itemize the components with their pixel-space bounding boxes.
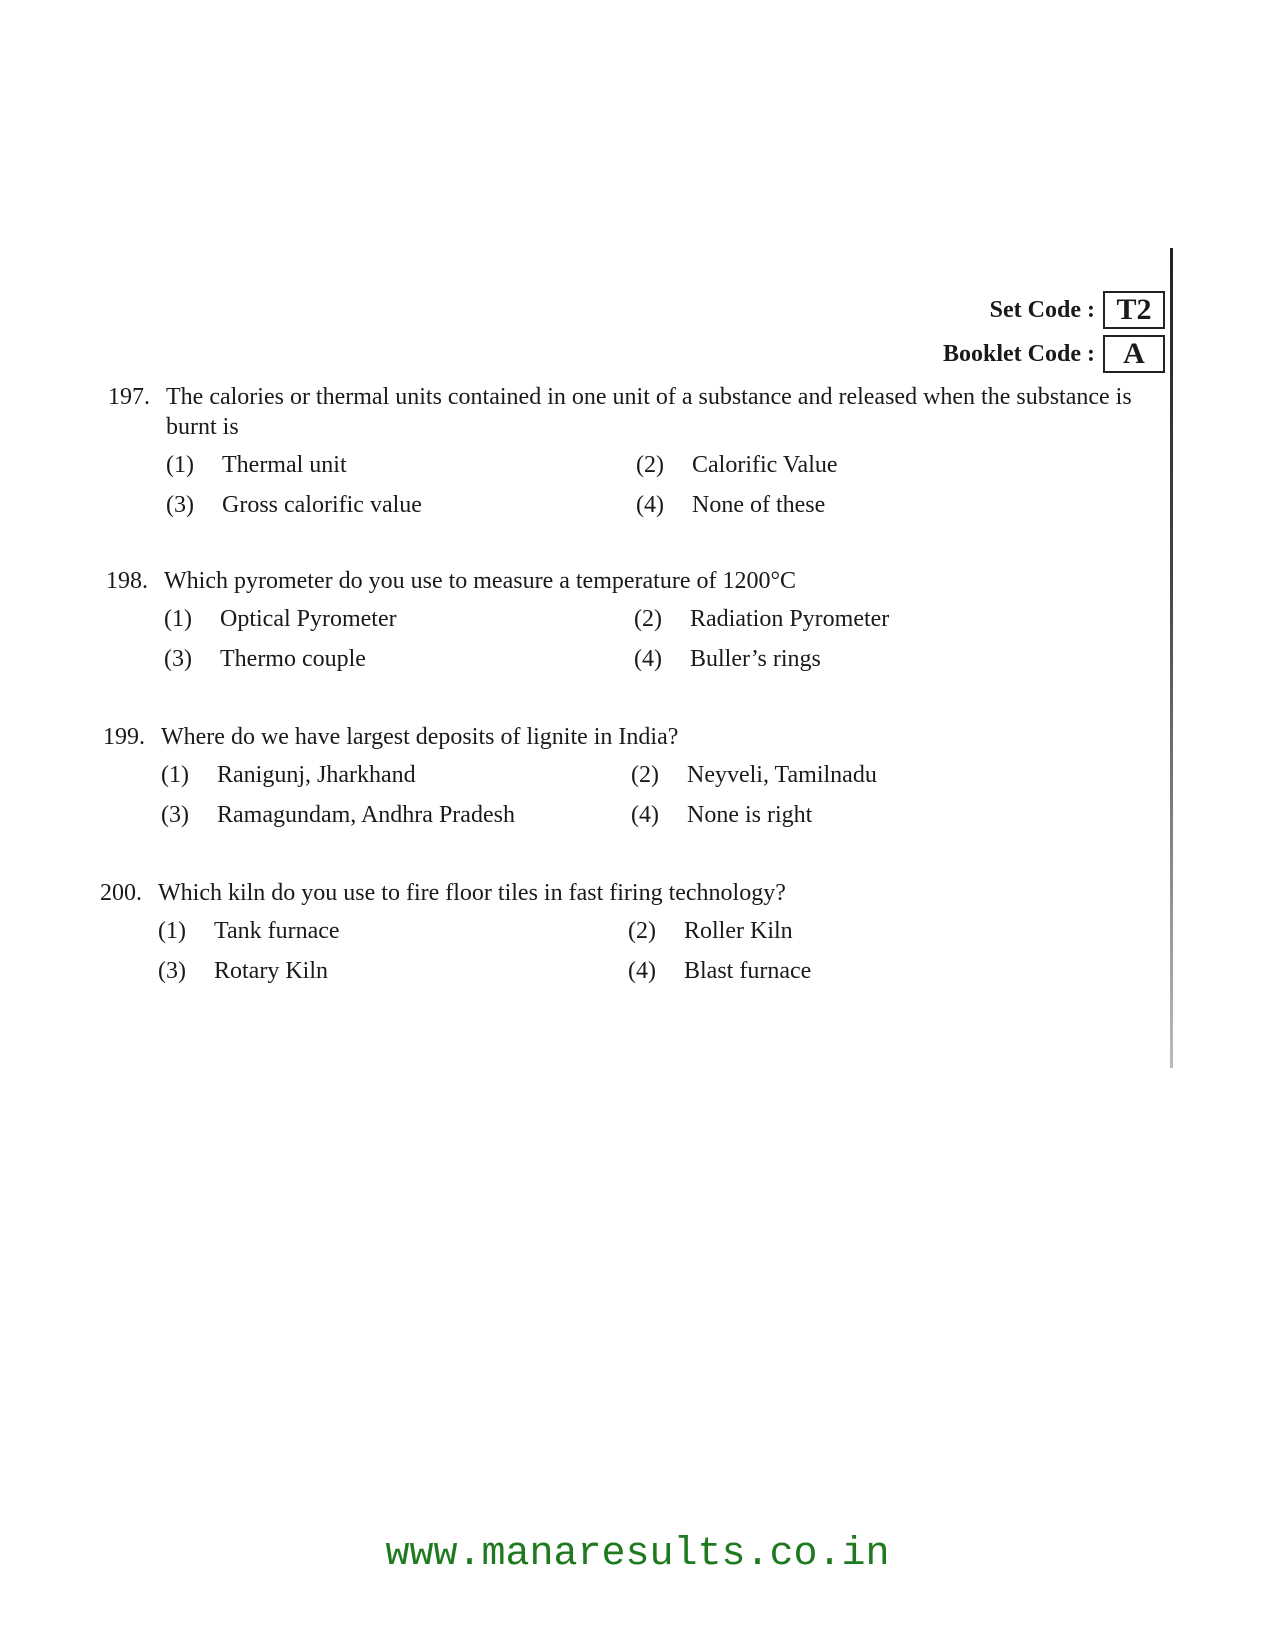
option-number: (3) xyxy=(166,492,194,518)
option-grid xyxy=(161,760,1161,830)
option-text: None is right xyxy=(687,802,813,828)
option-text: Tank furnace xyxy=(214,918,340,944)
question-197 xyxy=(108,382,1166,520)
option-grid xyxy=(158,916,1158,986)
option-number: (2) xyxy=(634,606,662,632)
option-text: Buller’s rings xyxy=(690,646,821,672)
question-text: Which pyrometer do you use to measure a temperature of 1200°C xyxy=(164,568,797,594)
question-199 xyxy=(103,722,1161,830)
option-number: (1) xyxy=(161,762,189,788)
question-text: The calories or thermal units contained in one unit of a substance and released when the substance is burnt is xyxy=(166,384,1132,440)
option-grid xyxy=(164,604,1164,674)
option-number: (4) xyxy=(634,646,662,672)
footer-url: www.manaresults.co.in xyxy=(385,1532,890,1577)
option-number: (4) xyxy=(628,958,656,984)
option-grid xyxy=(166,450,1166,520)
option-1 xyxy=(161,760,631,790)
option-text: Gross calorific value xyxy=(222,492,422,518)
option-number: (1) xyxy=(164,606,192,632)
booklet-code-box: A xyxy=(1103,335,1165,373)
option-text: Thermal unit xyxy=(222,452,347,478)
option-4 xyxy=(634,644,1054,674)
option-4 xyxy=(631,800,1051,830)
question-number: 200. xyxy=(100,880,142,906)
option-number: (4) xyxy=(631,802,659,828)
option-text: Calorific Value xyxy=(692,452,838,478)
question-198 xyxy=(106,566,1164,674)
option-text: Radiation Pyrometer xyxy=(690,606,890,632)
set-code-label: Set Code : xyxy=(989,296,1095,323)
option-4 xyxy=(636,490,1056,520)
question-number: 199. xyxy=(103,724,145,750)
code-panel xyxy=(943,288,1165,376)
question-text: Which kiln do you use to fire floor tiles in fast firing technology? xyxy=(158,880,786,906)
option-2 xyxy=(636,450,1056,480)
set-code-row xyxy=(943,288,1165,332)
option-3 xyxy=(164,644,634,674)
option-text: Blast furnace xyxy=(684,958,812,984)
booklet-code-row xyxy=(943,332,1165,376)
option-text: Ramagundam, Andhra Pradesh xyxy=(217,802,515,828)
option-number: (3) xyxy=(158,958,186,984)
set-code-box: T2 xyxy=(1103,291,1165,329)
option-3 xyxy=(161,800,631,830)
option-text: Ranigunj, Jharkhand xyxy=(217,762,416,788)
option-2 xyxy=(628,916,1048,946)
option-number: (2) xyxy=(631,762,659,788)
option-2 xyxy=(634,604,1054,634)
page-edge-line xyxy=(1170,248,1173,1068)
option-number: (2) xyxy=(628,918,656,944)
option-text: Neyveli, Tamilnadu xyxy=(687,762,877,788)
option-text: Optical Pyrometer xyxy=(220,606,397,632)
option-2 xyxy=(631,760,1051,790)
option-1 xyxy=(166,450,636,480)
question-number: 198. xyxy=(106,568,148,594)
option-text: None of these xyxy=(692,492,826,518)
option-3 xyxy=(166,490,636,520)
option-4 xyxy=(628,956,1048,986)
option-number: (3) xyxy=(161,802,189,828)
question-text: Where do we have largest deposits of lignite in India? xyxy=(161,724,679,750)
option-text: Roller Kiln xyxy=(684,918,793,944)
option-text: Rotary Kiln xyxy=(214,958,328,984)
option-3 xyxy=(158,956,628,986)
option-1 xyxy=(158,916,628,946)
question-200 xyxy=(100,878,1158,986)
option-1 xyxy=(164,604,634,634)
booklet-code-label: Booklet Code : xyxy=(943,340,1095,367)
question-number: 197. xyxy=(108,384,150,410)
option-number: (3) xyxy=(164,646,192,672)
option-text: Thermo couple xyxy=(220,646,366,672)
option-number: (1) xyxy=(158,918,186,944)
option-number: (4) xyxy=(636,492,664,518)
option-number: (1) xyxy=(166,452,194,478)
option-number: (2) xyxy=(636,452,664,478)
